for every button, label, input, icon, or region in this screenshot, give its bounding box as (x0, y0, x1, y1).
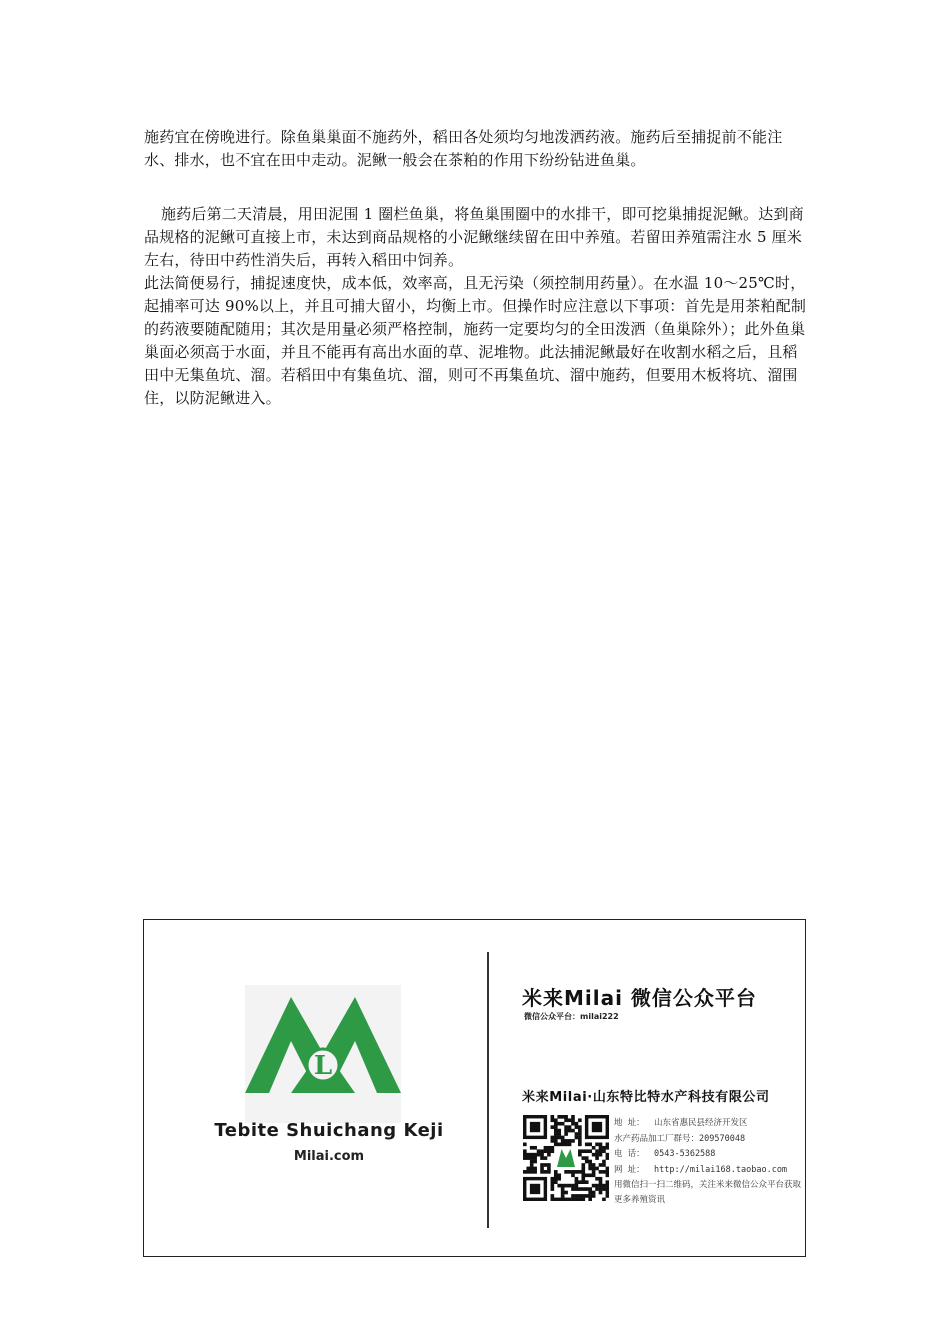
contact-info (614, 1116, 804, 1208)
business-card (143, 919, 806, 1257)
website-row (614, 1163, 804, 1179)
qr-code (523, 1115, 609, 1201)
qr-note: 用微信扫一扫二维码，关注米来微信公众平台获取更多养殖资讯 (614, 1180, 802, 1205)
paragraph-2 (144, 203, 808, 272)
phone-value: 0543-5362588 (654, 1149, 716, 1159)
website-value: http://milai168.taobao.com (654, 1164, 788, 1175)
website-label: 网 址： (614, 1164, 645, 1175)
paragraph-2-text: 施药后第二天清晨，用田泥围 1 圈栏鱼巢，将鱼巢围圈中的水排干，即可挖巢捕捉泥鳅。达到商品规格的泥鳅可直接上市，未达到商品规格的小泥鳅继续留在田中养殖。若留田养殖需注水 5 厘米左右，待田中药性消失后，再转入稻田中饲养。 (144, 205, 804, 269)
card-divider (487, 952, 489, 1228)
paragraph-3-text: 此法简便易行，捕捉速度快，成本低，效率高，且无污染（须控制用药量）。在水温 10～25℃时，起捕率可达 90%以上，并且可捕大留小，均衡上市。但操作时应注意以下事项：首先是用茶粕配制的药液要随配随用；其次是用量必须严格控制，施药一定要均匀的全田泼洒（鱼巢除外）；此外鱼巢巢面必须高于水面，并且不能再有高出水面的草、泥堆物。此法捕泥鳅最好在收割水稻之后，且稻田中无集鱼坑、溜。若稻田中有集鱼坑、溜，则可不再集鱼坑、溜中施药，但要用木板将坑、溜围住，以防泥鳅进入。 (144, 274, 807, 407)
logo-letter: L (313, 1051, 333, 1081)
company-name: 米来Milai·山东特比特水产科技有限公司 (522, 1090, 770, 1105)
address-value: 山东省惠民县经济开发区 (654, 1118, 748, 1128)
wechat-id: 微信公众平台：milai222 (524, 1012, 619, 1021)
paragraph-1-text: 施药宜在傍晚进行。除鱼巢巢面不施药外，稻田各处须均匀地泼洒药液。施药后至捕捉前不能注水、排水，也不宜在田中走动。泥鳅一般会在茶粕的作用下纷纷钻进鱼巢。 (144, 128, 783, 169)
paragraph-1 (144, 126, 808, 172)
paragraph-3 (144, 272, 808, 410)
qr-code-icon (523, 1115, 609, 1201)
address-row (614, 1116, 804, 1132)
wechat-title: 米来Milai 微信公众平台 (522, 986, 757, 1010)
brand-logo (245, 985, 401, 1123)
address-label: 地 址： (614, 1118, 645, 1128)
license-row: 水产药品加工厂群号：209570048 (614, 1133, 746, 1144)
brand-url: Milai.com (293, 1149, 365, 1164)
brand-english-name: Tebite Shuichang Keji (214, 1120, 444, 1141)
phone-row (614, 1147, 804, 1163)
logo-graphic (245, 985, 401, 1123)
phone-label: 电 话： (614, 1149, 645, 1159)
